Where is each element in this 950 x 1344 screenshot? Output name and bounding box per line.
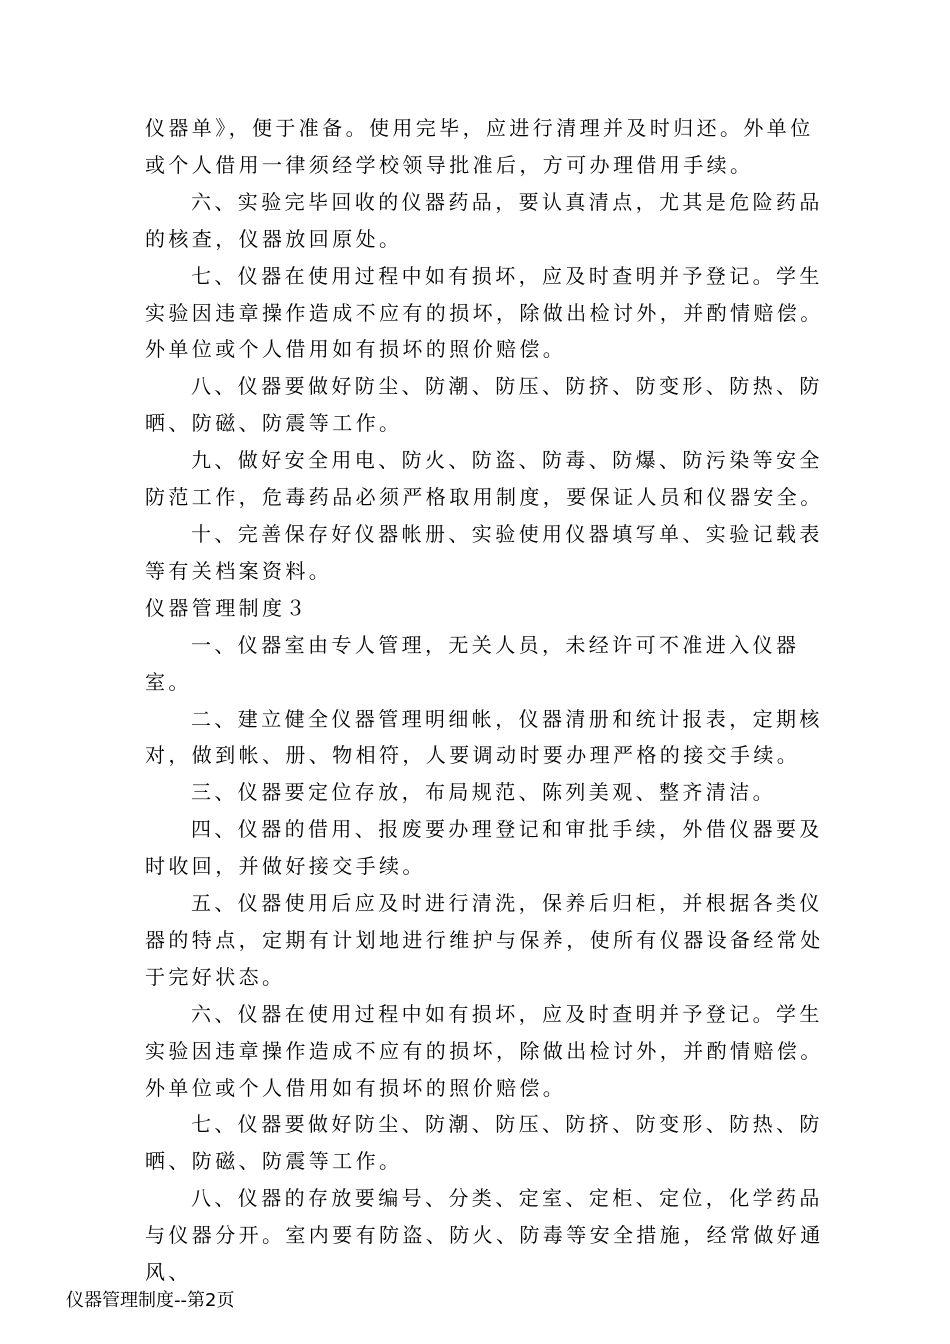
paragraph: 六、仪器在使用过程中如有损坏，应及时查明并予登记。学生实验因违章操作造成不应有的损坏，除做出检讨外，并酌情赔偿。外单位或个人借用如有损坏的照价赔偿。 [145,1001,824,1100]
paragraph: 五、仪器使用后应及时进行清洗，保养后归柜，并根据各类仪器的特点，定期有计划地进行维护与保养，使所有仪器设备经常处于完好状态。 [145,891,824,989]
paragraph: 六、实验完毕回收的仪器药品，要认真清点，尤其是危险药品的核查，仪器放回原处。 [145,189,823,251]
paragraph: 二、建立健全仪器管理明细帐，仪器清册和统计报表，定期核对，做到帐、册、物相符，人要调动时要办理严格的接交手续。 [145,706,823,768]
document-body [145,110,825,1291]
paragraph: 四、仪器的借用、报废要办理登记和审批手续，外借仪器要及时收回，并做好接交手续。 [145,817,823,879]
paragraph: 十、完善保存好仪器帐册、实验使用仪器填写单、实验记载表等有关档案资料。 [145,521,823,583]
paragraph: 七、仪器在使用过程中如有损坏，应及时查明并予登记。学生实验因违章操作造成不应有的损坏，除做出检讨外，并酌情赔偿。外单位或个人借用如有损坏的照价赔偿。 [145,263,824,362]
paragraph: 一、仪器室由专人管理，无关人员，未经许可不准进入仪器室。 [145,632,800,694]
page-footer: 仪器管理制度--第2页 [66,1290,235,1311]
section-heading: 仪器管理制度３ [145,595,309,620]
paragraph: 八、仪器的存放要编号、分类、定室、定柜、定位，化学药品与仪器分开。室内要有防盗、防火、防毒等安全措施，经常做好通风、 [145,1186,824,1285]
paragraph: 九、做好安全用电、防火、防盗、防毒、防爆、防污染等安全防范工作，危毒药品必须严格取用制度，要保证人员和仪器安全。 [145,448,824,510]
paragraph: 仪器单》，便于准备。使用完毕，应进行清理并及时归还。外单位或个人借用一律须经学校领导批准后，方可办理借用手续。 [145,116,814,177]
paragraph: 七、仪器要做好防尘、防潮、防压、防挤、防变形、防热、防晒、防磁、防震等工作。 [145,1112,823,1174]
paragraph: 八、仪器要做好防尘、防潮、防压、防挤、防变形、防热、防晒、防磁、防震等工作。 [145,374,823,436]
paragraph: 三、仪器要定位存放，布局规范、陈列美观、整齐清洁。 [191,780,776,805]
